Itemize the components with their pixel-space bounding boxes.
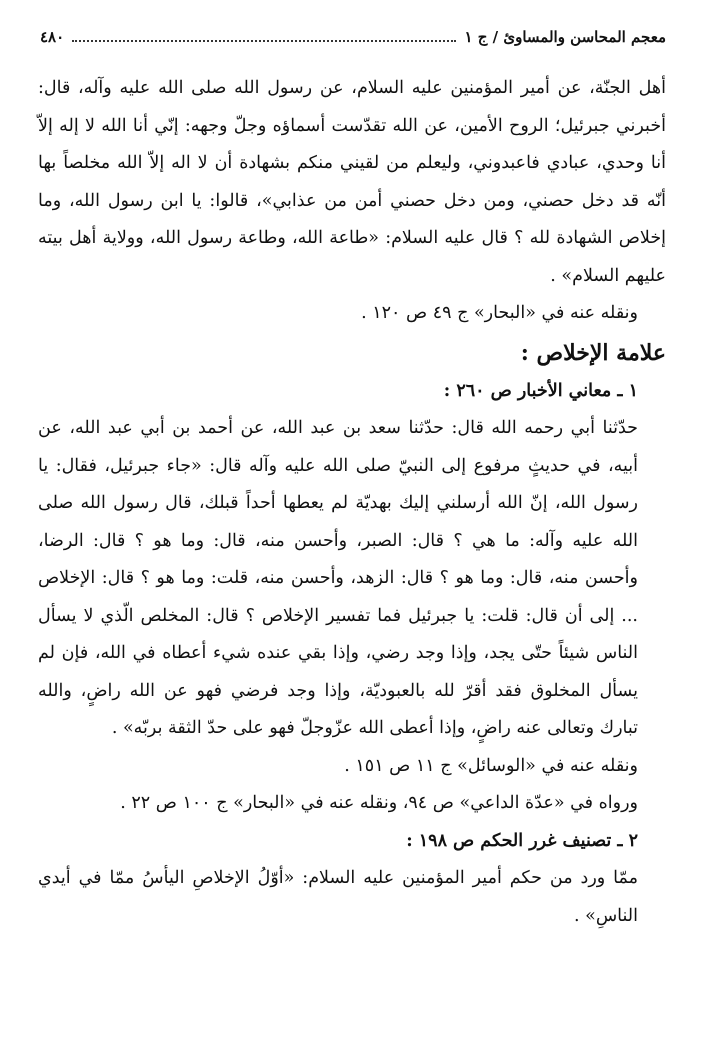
section-heading: علامة الإخلاص : bbox=[520, 339, 666, 366]
page-number: ٤٨٠ bbox=[40, 28, 65, 46]
header-leader-dots bbox=[72, 40, 456, 42]
running-title: معجم المحاسن والمساوئ / ج ١ bbox=[464, 28, 666, 46]
paragraph-4-citation: ونقله عنه في «الوسائل» ج ١١ ص ١٥١ . bbox=[344, 755, 638, 776]
running-header bbox=[40, 22, 666, 53]
paragraph-3-hadith: حدّثنا أبي رحمه الله قال: حدّثنا سعد بن عبد الله، عن أحمد بن أبي عبد الله، عن أبيه، في حديثٍ مرفوع إلى النبيّ صلى الله عليه وآله قال: «جاء جبرئيل، فقال: يا رسول الله، إنّ الله أرسلني إليك بهديّة لم يعطها أحداً قبلك، قال رسول الله صلى الله عليه وآله: ما هي ؟ قال: الصبر، وأحسن منه، قال: وما هو ؟ قال: الرضا، وأحسن منه، قال: وما هو ؟ قال: الزهد، وأحسن منه، قلت: وما هو ؟ قال: الإخلاص ... إلى أن قال: قلت: يا جبرئيل فما تفسير الإخلاص ؟ قال: المخلص الّذي لا يسأل الناس شيئاً حتّى يجد، وإذا وجد رضي، وإذا بقي عنده شيء أعطاه في الله، فإن لم يسأل المخلوق فقد أقرّ لله بالعبوديّة، وإذا وجد فرضي فهو عن الله راضٍ، والله تبارك وتعالى عنه راضٍ، وإذا أعطى الله عزّوجلّ فهو على حدّ الثقة بربّه» . bbox=[38, 418, 638, 738]
source-heading-2: ٢ ـ تصنيف غرر الحكم ص ١٩٨ : bbox=[406, 830, 638, 851]
paragraph-6-saying: ممّا ورد من حكم أمير المؤمنين عليه السلام: «أوّلُ الإخلاصِ اليأسُ ممّا في أيدي الناسِ» . bbox=[38, 868, 638, 926]
source-heading-1: ١ ـ معاني الأخبار ص ٢٦٠ : bbox=[443, 380, 638, 401]
paragraph-1: أهل الجنّة، عن أمير المؤمنين عليه السلام، عن رسول الله صلى الله عليه وآله، قال: أخبرني جبرئيل؛ الروح الأمين، عن الله تقدّست أسماؤه وجلّ وجهه: إنّي أنا الله لا إله إلاّ أنا وحدي، عبادي فاعبدوني، وليعلم من لقيني منكم بشهادة أن لا اله إلاّ الله مخلصاً بها أنّه قد دخل حصني، ومن دخل حصني أمن من عذابي»، قالوا: يا ابن رسول الله، وما إخلاص الشهادة لله ؟ قال عليه السلام: «طاعة الله، وطاعة رسول الله، وولاية أهل بيته عليهم السلام» . bbox=[38, 78, 666, 286]
paragraph-2-citation: ونقله عنه في «البحار» ج ٤٩ ص ١٢٠ . bbox=[361, 303, 638, 323]
page-body bbox=[38, 70, 666, 935]
paragraph-5-citation: ورواه في «عدّة الداعي» ص ٩٤، ونقله عنه في «البحار» ج ١٠٠ ص ٢٢ . bbox=[120, 793, 638, 813]
